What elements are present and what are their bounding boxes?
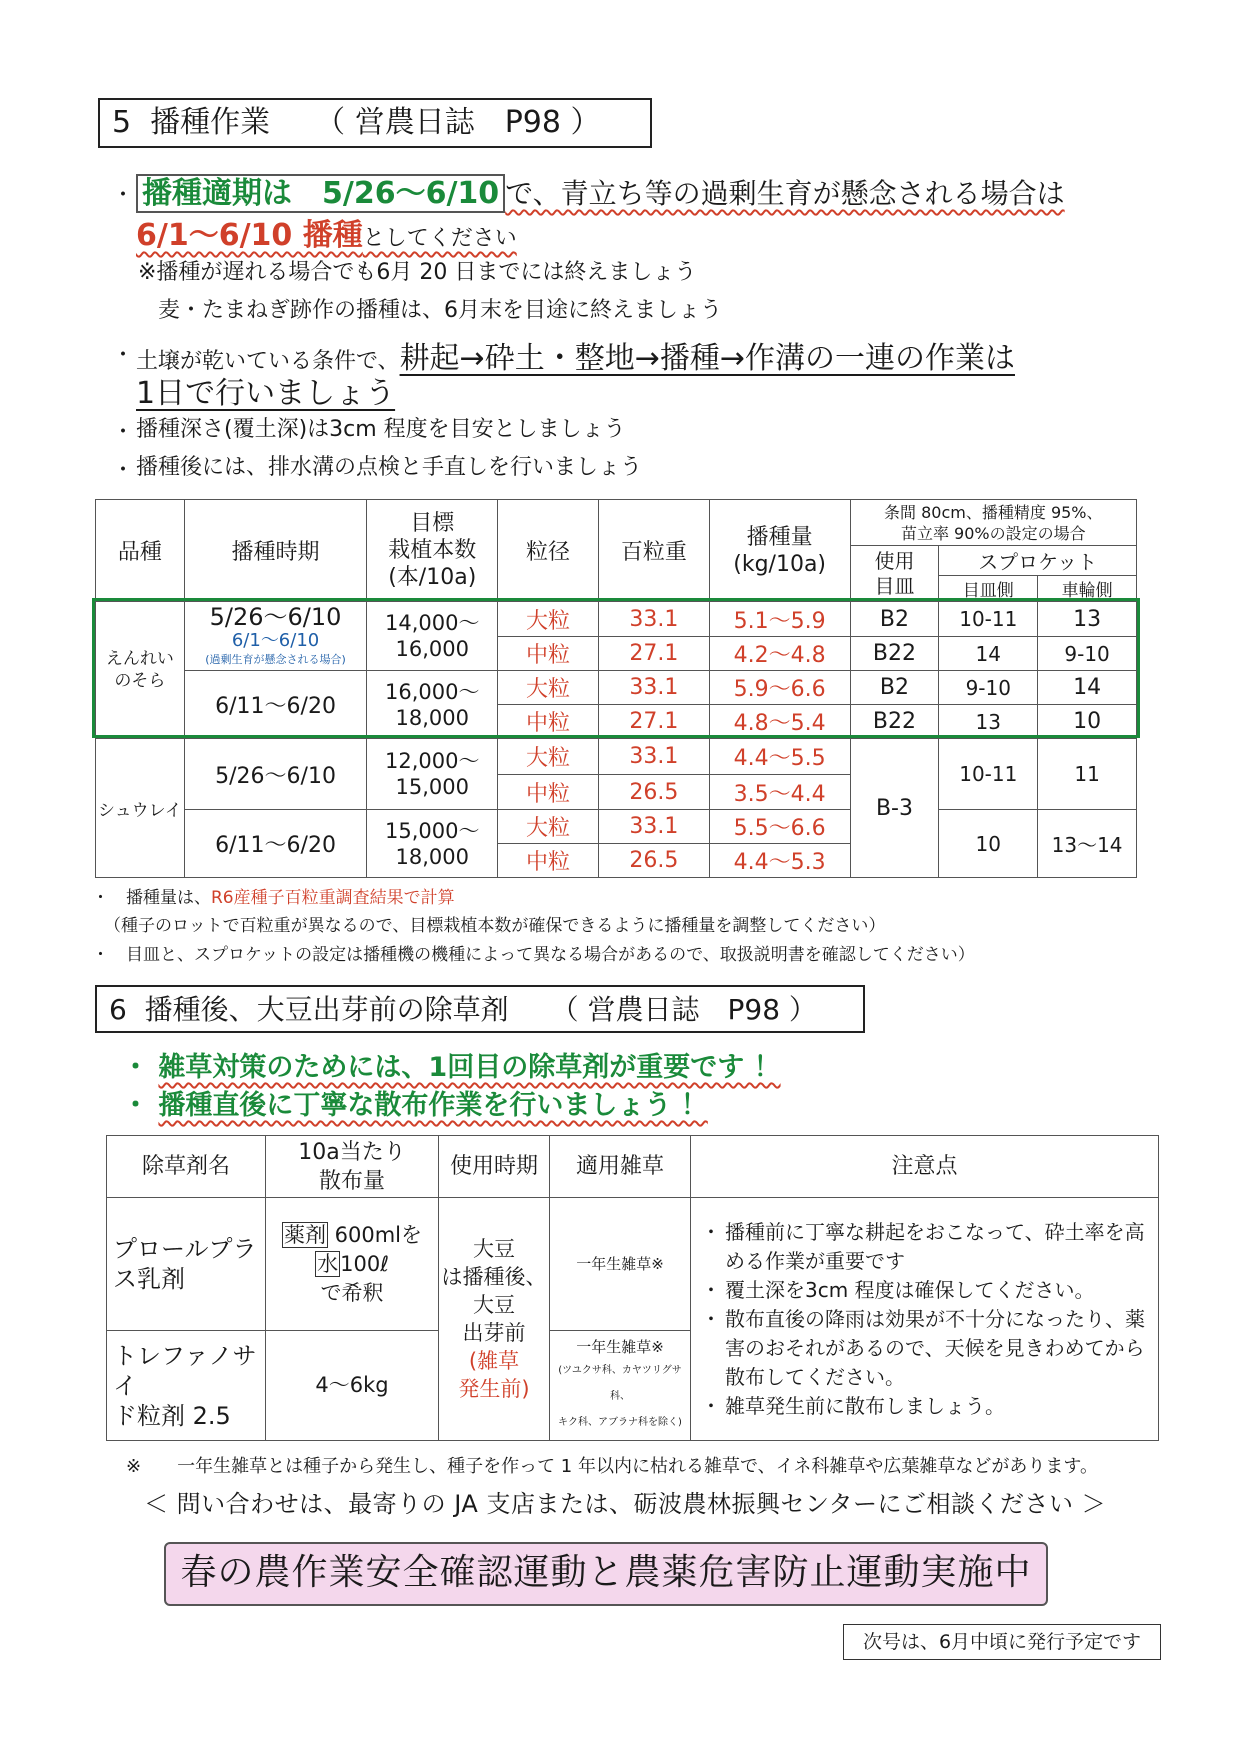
caution-cell: [691, 1198, 1159, 1441]
bullet4: 播種後には、排水溝の点検と手直しを行いましょう: [136, 455, 643, 480]
table-row: [96, 810, 1137, 844]
amount-cell: 5.9～6.6: [709, 671, 850, 705]
weed-emph1-text: 雑草対策のためには、1回目の除草剤が重要です ！: [158, 1052, 781, 1083]
target-enrei-2: 16,000～ 18,000: [367, 671, 498, 739]
bullet-dot: ・: [112, 343, 135, 368]
plate-cell: B22: [850, 705, 939, 739]
note-plate-text: 目皿と、スプロケットの設定は播種機の機種によって異なる場合があるので、取扱説明書を確認してください）: [126, 945, 975, 965]
grain-cell: 中粒: [498, 844, 599, 878]
th-target: 目標 栽植本数 (本/10a): [367, 500, 498, 602]
caution-item: ・ 播種前に丁寧な耕起をおこなって、砕土率を高める作業が重要です: [701, 1219, 1145, 1273]
rate-1: [266, 1198, 439, 1331]
th-condition: 条間 80cm、播種精度 95%、 苗立率 90%の設定の場合: [850, 500, 1136, 546]
caution-item: ・ 散布直後の降雨は効果が不十分になったり、薬害のおそれがあるので、天候を見きわめてから散布してください。: [701, 1306, 1145, 1389]
variety-enrei: えんれい のそら: [96, 602, 185, 739]
herbicide-name-2: トレファノサイ ド粒剤 2.5: [107, 1331, 266, 1441]
th-plate-side: 目皿側: [939, 576, 1038, 602]
target-enrei-1: 14,000～ 16,000: [367, 602, 498, 671]
weight-cell: 33.1: [598, 671, 709, 705]
amount-cell: 5.5～6.6: [709, 810, 850, 844]
plate-side-cell: 10: [939, 810, 1038, 878]
table-row: [96, 739, 1137, 775]
weight-cell: 33.1: [598, 810, 709, 844]
plate-side-cell: 10-11: [939, 739, 1038, 810]
target-shuurei-1: 12,000～ 15,000: [367, 739, 498, 810]
th-caution: 注意点: [691, 1136, 1159, 1198]
weeds-2-note: (ツユクサ科、カヤツリグサ科、 キク科、アブラナ科を除く): [558, 1364, 682, 1428]
bullet-dot: ・: [112, 458, 135, 483]
amount-cell: 3.5～4.4: [709, 775, 850, 810]
note-plate: ・ 目皿と、スプロケットの設定は播種機の機種によって異なる場合があるので、取扱説明書を確認してください）: [92, 945, 975, 965]
amount-cell: 4.8～5.4: [709, 705, 850, 739]
grain-cell: 大粒: [498, 602, 599, 637]
amount-cell: 4.2～4.8: [709, 637, 850, 671]
weed-emph1: ・ 雑草対策のためには、1回目の除草剤が重要です ！: [122, 1052, 781, 1083]
bullet2-emph2: 1日で行いましょう: [136, 376, 396, 411]
contact-line: ＜ 問い合わせは、最寄りの JA 支店または、砺波農林振興センターにご相談ください ＞: [144, 1490, 1107, 1518]
weeds-2: 一年生雑草※: [576, 1337, 664, 1356]
note-lot: （種子のロットで百粒重が異なるので、目標栽植本数が確保できるように播種量を調整してください）: [104, 916, 886, 936]
timing-text: 大豆 は播種後、 大豆 出芽前: [441, 1237, 547, 1345]
caution-item: ・ 覆土深を3cm 程度は確保してください。: [701, 1277, 1095, 1302]
bullet2-emph1: 耕起→砕土・整地→播種→作溝の一連の作業は: [399, 341, 1015, 376]
weight-cell: 33.1: [598, 739, 709, 775]
wheel-cell: 14: [1038, 671, 1137, 705]
rate-dilute: で希釈: [320, 1280, 384, 1305]
bullet1-tail: としてください: [362, 226, 517, 251]
bullet3: 播種深さ(覆土深)は3cm 程度を目安としましょう: [136, 417, 626, 442]
grain-cell: 大粒: [498, 739, 599, 775]
weight-cell: 33.1: [598, 602, 709, 637]
variety-shuurei: シュウレイ: [96, 739, 185, 878]
rate-water: 水: [317, 1251, 339, 1276]
weeds-1: 一年生雑草※: [550, 1198, 691, 1331]
wheel-cell: 10: [1038, 705, 1137, 739]
bullet1-line1: [136, 168, 1065, 212]
th-sprocket: スプロケット: [939, 546, 1137, 576]
period-enrei-note: (過剰生育が懸念される場合): [205, 653, 346, 666]
herbicide-table: [106, 1135, 1159, 1441]
campaign-banner: 春の農作業安全確認運動と農薬危害防止運動実施中: [164, 1542, 1048, 1606]
wheel-cell: 13～14: [1038, 810, 1137, 878]
period-enrei-sub: 6/1～6/10: [231, 630, 320, 651]
th-period: 播種時期: [184, 500, 367, 602]
enrei-highlight-frame: [92, 598, 1140, 738]
th-weeds: 適用雑草: [550, 1136, 691, 1198]
period-enrei-2: 6/11～6/20: [184, 671, 367, 739]
note-amount-red: R6産種子百粒重調査結果で計算: [211, 888, 455, 908]
period-shuurei-2: 6/11～6/20: [184, 810, 367, 878]
bullet2-prefix: 土壌が乾いている条件で、: [136, 349, 400, 374]
section6-heading: 6 播種後、大豆出芽前の除草剤 （ 営農日誌 P98 ）: [95, 985, 865, 1033]
rate-water-amount: 100ℓ: [340, 1251, 389, 1276]
th-rate: 10a当たり 散布量: [266, 1136, 439, 1198]
herbicide-name-1: プロールプラ ス乳剤: [107, 1198, 266, 1331]
th-amount: 播種量 (kg/10a): [709, 500, 850, 602]
next-issue-box: 次号は、6月中頃に発行予定です: [843, 1624, 1161, 1660]
grain-cell: 大粒: [498, 810, 599, 844]
timing-red: (雑草 発生前): [458, 1349, 530, 1401]
plate-side-cell: 9-10: [939, 671, 1038, 705]
th-wheel-side: 車輪側: [1038, 576, 1137, 602]
weight-cell: 26.5: [598, 775, 709, 810]
rate-2: 4～6kg: [266, 1331, 439, 1441]
grain-cell: 中粒: [498, 705, 599, 739]
plate-cell: B2: [850, 671, 939, 705]
weeds-2-cell: [550, 1331, 691, 1441]
bullet1-red: 6/1～6/10 播種: [136, 218, 363, 253]
bullet-dot: ・: [112, 420, 135, 445]
wheel-cell: 9-10: [1038, 637, 1137, 671]
note1: ※播種が遅れる場合でも6月 20 日までには終えましょう: [138, 260, 697, 285]
rate-amount: 600mlを: [327, 1222, 423, 1247]
weight-cell: 26.5: [598, 844, 709, 878]
th-plate: 使用 目皿: [850, 546, 939, 602]
bullet1-text: で、青立ち等の過剰生育が懸念される場合は: [505, 177, 1065, 210]
rate-chem: 薬剤: [283, 1222, 326, 1247]
target-shuurei-2: 15,000～ 18,000: [367, 810, 498, 878]
amount-cell: 4.4～5.3: [709, 844, 850, 878]
wheel-cell: 13: [1038, 602, 1137, 637]
bullet1-line2: [136, 210, 517, 254]
grain-cell: 中粒: [498, 637, 599, 671]
plate-side-cell: 10-11: [939, 602, 1038, 637]
grain-cell: 中粒: [498, 775, 599, 810]
note-amount-prefix: 播種量は、: [126, 888, 211, 908]
footnote: ※ 一年生雑草とは種子から発生し、種子を作って 1 年以内に枯れる雑草で、イネ科雑草や広葉雑草などがあります。: [126, 1456, 1098, 1477]
plate-cell: B22: [850, 637, 939, 671]
note-amount: ・ 播種量は、R6産種子百粒重調査結果で計算: [92, 888, 455, 908]
timing-cell: [439, 1198, 550, 1441]
note2: 麦・たまねぎ跡作の播種は、6月末を目途に終えましょう: [158, 298, 722, 323]
table-row: [107, 1198, 1159, 1331]
sowing-period-highlight: 播種適期は 5/26～6/10: [136, 174, 505, 213]
weight-cell: 27.1: [598, 637, 709, 671]
caution-item: ・ 雑草発生前に散布しましょう。: [701, 1393, 1005, 1418]
th-timing: 使用時期: [439, 1136, 550, 1198]
weight-cell: 27.1: [598, 705, 709, 739]
bullet-dot: ・: [112, 183, 135, 208]
grain-cell: 大粒: [498, 671, 599, 705]
wheel-cell: 11: [1038, 739, 1137, 810]
amount-cell: 5.1～5.9: [709, 602, 850, 637]
th-variety: 品種: [96, 500, 185, 602]
period-shuurei-1: 5/26～6/10: [184, 739, 367, 810]
plate-cell: B2: [850, 602, 939, 637]
weed-emph2-text: 播種直後に丁寧な散布作業を行いましょう ！: [158, 1090, 708, 1121]
plate-shuurei: B-3: [850, 739, 939, 878]
amount-cell: 4.4～5.5: [709, 739, 850, 775]
section5-heading: 5 播種作業 （ 営農日誌 P98 ）: [98, 98, 652, 148]
period-enrei-1: 5/26～6/10: [209, 603, 342, 631]
th-weight: 百粒重: [598, 500, 709, 602]
weed-emph2: ・ 播種直後に丁寧な散布作業を行いましょう ！: [122, 1090, 708, 1121]
th-herbicide-name: 除草剤名: [107, 1136, 266, 1198]
plate-side-cell: 13: [939, 705, 1038, 739]
th-grain: 粒径: [498, 500, 599, 602]
plate-side-cell: 14: [939, 637, 1038, 671]
